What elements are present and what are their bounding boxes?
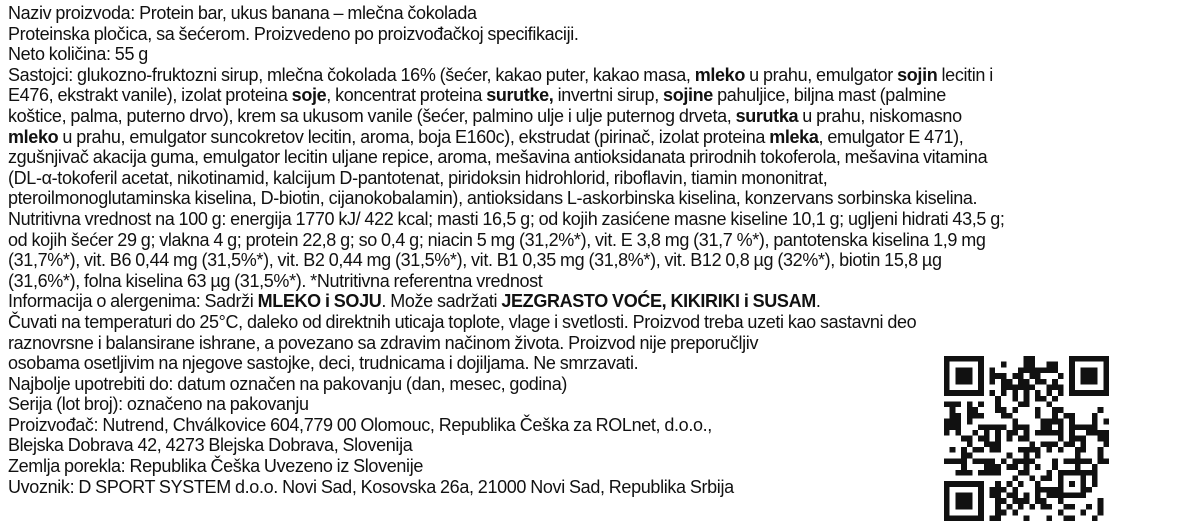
- label-text: koštice, palma, puterno drvo), krem sa ukusom vanile (šećer, palmino ulje i ulje puternog drveta,: [8, 105, 736, 126]
- label-line: [8, 147, 1192, 168]
- label-text: Sastojci: glukozno-fruktozni sirup, mlečna čokolada 16% (šećer, kakao puter, kakao masa,: [8, 64, 695, 85]
- label-line: [8, 65, 1192, 86]
- label-text: u prahu, niskomasno: [798, 105, 962, 126]
- label-text: Blejska Dobrava 42, 4273 Blejska Dobrava, Slovenija: [8, 435, 413, 456]
- allergen-text: surutke,: [486, 85, 554, 106]
- label-text: (31,6%*), folna kiselina 63 µg (31,5%*). *Nutritivna referentna vrednost: [8, 270, 543, 291]
- allergen-text: sojine: [663, 85, 713, 106]
- label-text: . Može sadržati: [381, 291, 502, 312]
- label-line: [8, 333, 1192, 354]
- label-text: Serija (lot broj): označeno na pakovanju: [8, 394, 309, 415]
- label-line: [8, 3, 1192, 24]
- label-line: [8, 188, 1192, 209]
- label-text: raznovrsne i balansirane ishrane, a povezano sa zdravim načinom života. Proizvod nije preporučljiv: [8, 332, 759, 353]
- label-text: Neto količina: 55 g: [8, 44, 148, 65]
- qr-code-icon: [944, 356, 1109, 521]
- label-text: Uvoznik: D SPORT SYSTEM d.o.o. Novi Sad, Kosovska 26a, 21000 Novi Sad, Republika Srbija: [8, 476, 734, 497]
- label-line: [8, 168, 1192, 189]
- label-text: od kojih šećer 29 g; vlakna 4 g; protein 22,8 g; so 0,4 g; niacin 5 mg (31,2%*), vit. E 3,8 mg (31,7 %*), pantotenska kiselina 1,9 mg: [8, 229, 986, 250]
- label-text: Proizvođač: Nutrend, Chválkovice 604,779 00 Olomouc, Republika Češka za ROLnet, d.o.o.,: [8, 414, 712, 435]
- label-text: Zemlja porekla: Republika Češka Uvezeno iz Slovenije: [8, 456, 424, 477]
- label-text: Informacija o alergenima: Sadrži: [8, 291, 258, 312]
- qr-code: [944, 356, 1109, 521]
- label-line: [8, 209, 1192, 230]
- label-line: [8, 271, 1192, 292]
- label-text: Naziv proizvoda: Protein bar, ukus banana – mlečna čokolada: [8, 3, 477, 23]
- allergen-text: sojin: [897, 64, 938, 85]
- allergen-text: JEZGRASTO VOĆE, KIKIRIKI i SUSAM: [501, 291, 816, 312]
- label-text: lecitin i: [937, 64, 993, 85]
- label-text: E476, ekstrakt vanile), izolat proteina: [8, 85, 292, 106]
- allergen-text: MLEKO i SOJU: [257, 291, 382, 312]
- label-text: , koncentrat proteina: [326, 85, 487, 106]
- label-line: [8, 230, 1192, 251]
- label-text: pteroilmonoglutaminska kiselina, D-biotin, cijanokobalamin), antioksidans L-askorbinska kiselina, konzervans sorbinska kiselina.: [8, 188, 978, 209]
- allergen-text: surutka: [735, 105, 799, 126]
- label-text: u prahu, emulgator: [745, 64, 898, 85]
- label-line: [8, 127, 1192, 148]
- label-text: (31,7%*), vit. B6 0,44 mg (31,5%*), vit. B2 0,44 mg (31,5%*), vit. B1 0,35 mg (31,8%*), vit. B12 0,8 µg (32%*), biotin 15,8 µg: [8, 250, 942, 271]
- label-line: [8, 24, 1192, 45]
- label-line: [8, 250, 1192, 271]
- label-text: u prahu, emulgator suncokretov lecitin, aroma, boja E160c), ekstrudat (pirinač, izolat proteina: [58, 126, 770, 147]
- label-line: [8, 85, 1192, 106]
- label-text: osobama osetljivim na njegove sastojke, deci, trudnicama i dojiljama. Ne smrzavati.: [8, 353, 639, 374]
- label-text: Nutritivna vrednost na 100 g: energija 1770 kJ/ 422 kcal; masti 16,5 g; od kojih zasićene masne kiseline 10,1 g; ugljeni hidrati 43,5 g;: [8, 208, 1005, 229]
- label-text: , emulgator E 471),: [818, 126, 964, 147]
- label-line: [8, 44, 1192, 65]
- label-text: Proteinska pločica, sa šećerom. Proizvedeno po proizvođačkoj specifikaciji.: [8, 23, 579, 44]
- allergen-text: mleka: [769, 126, 819, 147]
- label-text: invertni sirup,: [553, 85, 664, 106]
- label-text: pahuljice, biljna mast (palmine: [712, 85, 946, 106]
- label-text: Najbolje upotrebiti do: datum označen na pakovanju (dan, mesec, godina): [8, 373, 568, 394]
- label-text: (DL-α-tokoferil acetat, nikotinamid, kalcijum D-pantotenat, piridoksin hidrohlorid, riboflavin, tiamin mononitrat,: [8, 167, 828, 188]
- label-line: [8, 312, 1192, 333]
- label-line: [8, 291, 1192, 312]
- label-text: .: [815, 291, 821, 312]
- label-text: Čuvati na temperaturi do 25°C, daleko od direktnih uticaja toplote, vlage i svetlosti. Proizvod treba uzeti kao sastavni deo: [8, 311, 917, 332]
- label-line: [8, 106, 1192, 127]
- allergen-text: mleko: [694, 64, 745, 85]
- allergen-text: mleko: [8, 126, 59, 147]
- label-text: zgušnjivač akacija guma, emulgator lecitin uljane repice, aroma, mešavina antioksidanata prirodnih tokoferola, mešavina vitamina: [8, 147, 988, 168]
- allergen-text: soje: [291, 85, 327, 106]
